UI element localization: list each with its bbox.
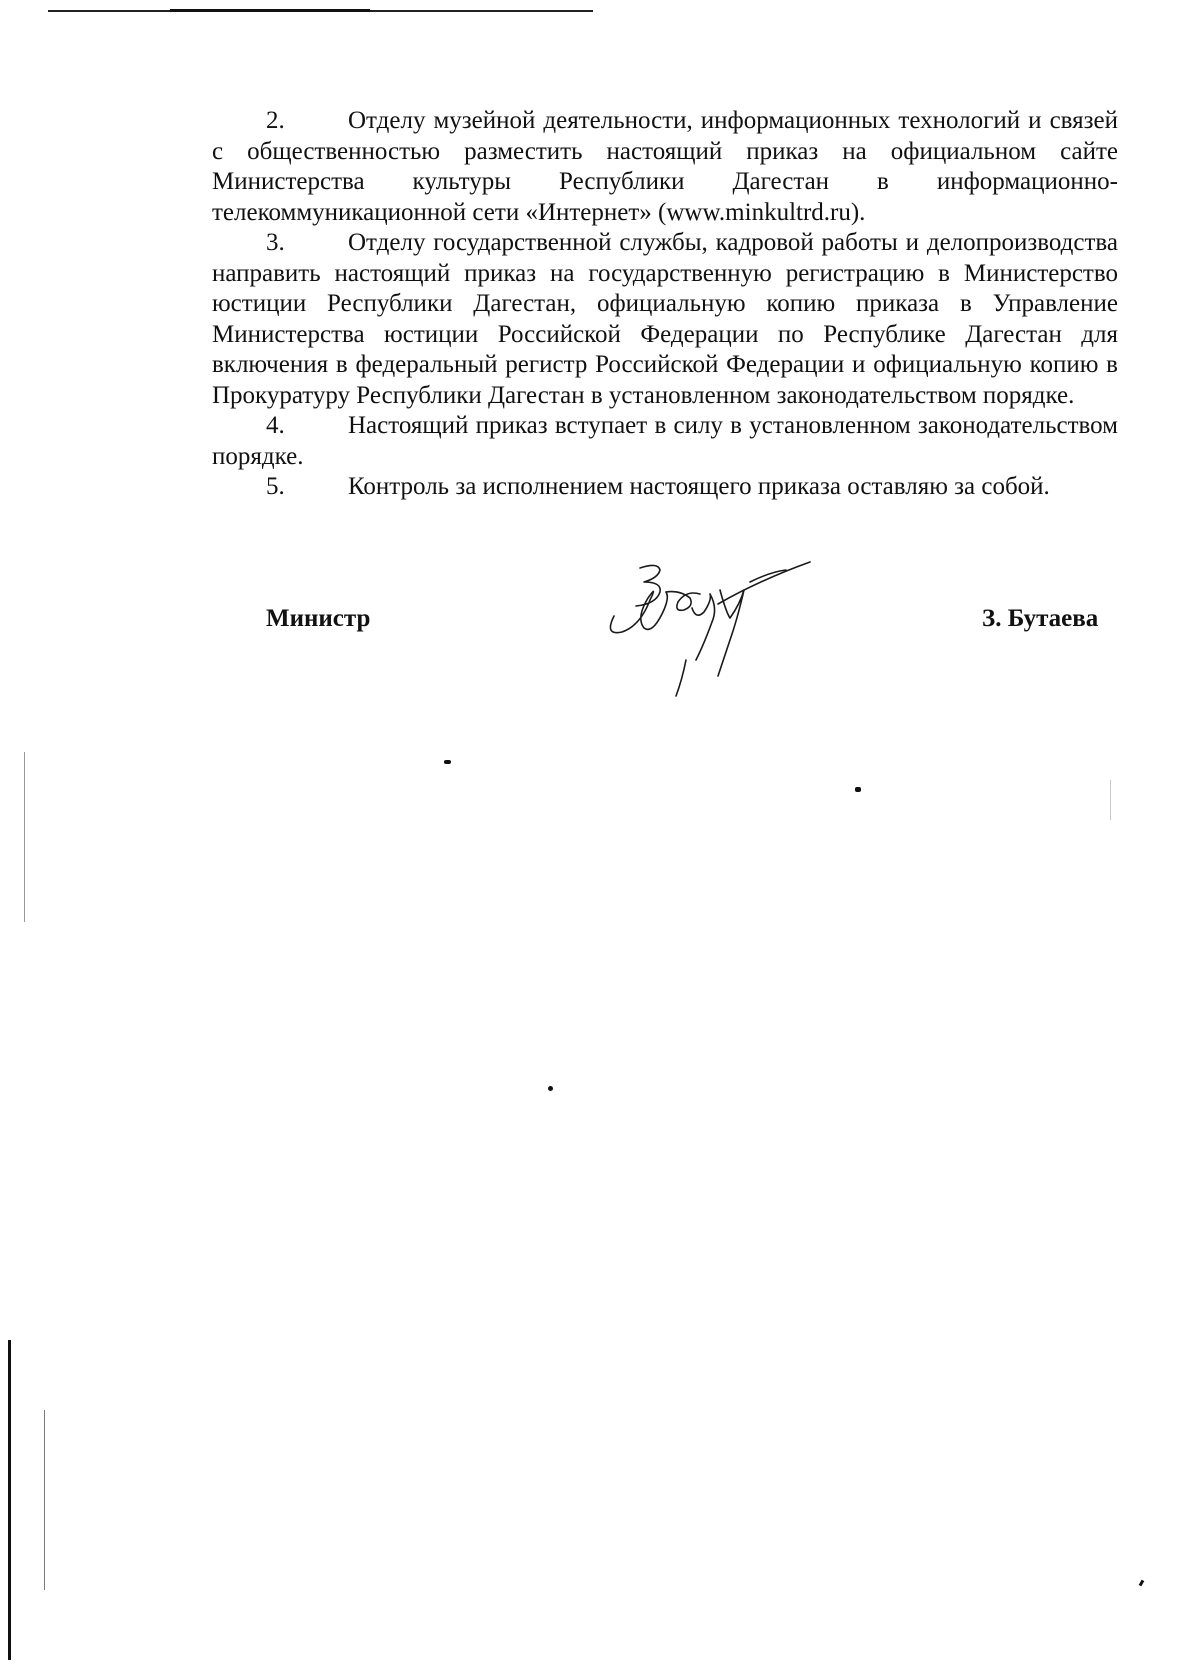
handwritten-signature — [600, 560, 840, 700]
paragraph-text: Отделу музейной деятельности, информационных технологий и связей с общественностью разместить настоящий приказ на официальном сайте Министерства культуры Республики Дагестан в информационно-телекоммуникационной сети «Интернет» (www.minkultrd.ru). — [212, 107, 1118, 226]
paragraph-number: 2. — [266, 107, 285, 134]
signatory-name: З. Бутаева — [982, 605, 1099, 632]
paragraph-2 — [212, 106, 1118, 228]
paragraph-5 — [212, 472, 1118, 503]
paragraph-number: 5. — [266, 473, 285, 500]
scan-speck — [1139, 1580, 1145, 1587]
paragraph-4 — [212, 411, 1118, 472]
paragraph-number: 3. — [266, 229, 285, 256]
paragraph-number: 4. — [266, 412, 285, 439]
scan-edge-line — [24, 752, 25, 922]
paragraph-text: Отделу государственной службы, кадровой работы и делопроизводства направить настоящий приказ на государственную регистрацию в Министерство юстиции Республики Дагестан, официальную копию приказа в Управление Министерства юстиции Российской Федерации по Республике Дагестан для включения в федеральный регистр Российской Федерации и официальную копию в Прокуратуру Республики Дагестан в установленном законодательством порядке. — [212, 229, 1118, 409]
scan-edge-line — [8, 1340, 11, 1660]
scan-speck — [444, 760, 451, 764]
document-body — [212, 106, 1118, 503]
paragraph-3 — [212, 228, 1118, 411]
signatory-title: Министр — [266, 605, 371, 632]
paragraph-text: Контроль за исполнением настоящего приказа оставляю за собой. — [348, 473, 1050, 500]
scan-speck — [855, 787, 861, 792]
scan-edge-line — [1110, 780, 1111, 820]
top-rule-accent — [170, 9, 370, 12]
paragraph-text: Настоящий приказ вступает в силу в установленном законодательством порядке. — [212, 412, 1118, 470]
scan-edge-line — [44, 1410, 45, 1590]
scan-speck — [548, 1086, 553, 1091]
